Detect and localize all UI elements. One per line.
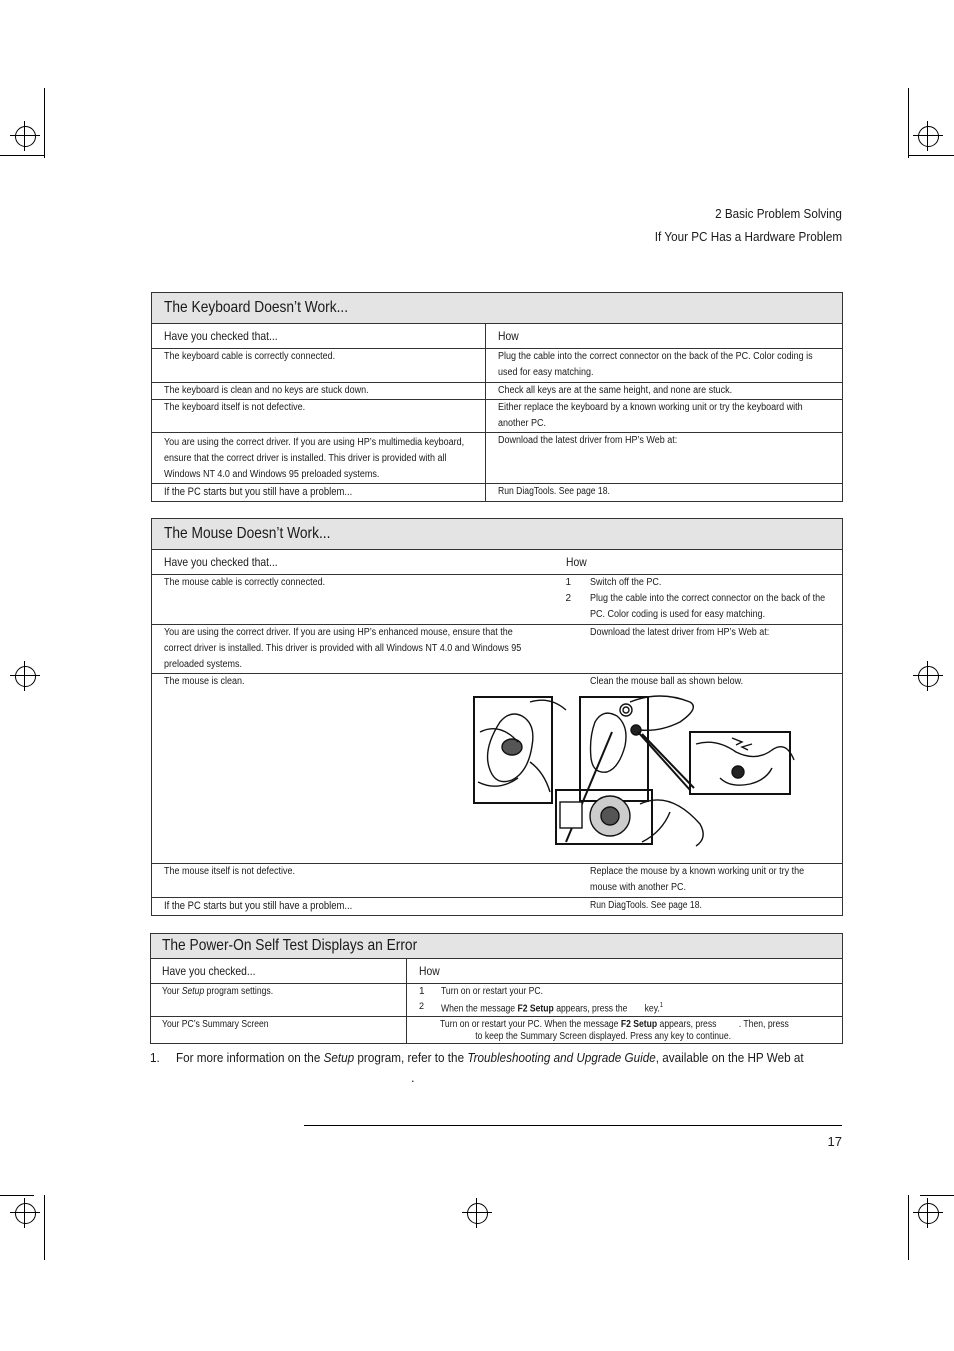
crop-mark (0, 155, 45, 156)
registration-mark (913, 661, 943, 691)
keyboard-how-defective: Either replace the keyboard by a known working unit or try the keyboard with another PC. (498, 402, 803, 429)
section-heading: If Your PC Has a Hardware Problem (654, 229, 842, 244)
post-how-summary-line2: to keep the Summary Screen displayed. Press any key to continue. (475, 1031, 732, 1043)
post-check-setup: Your Setup program settings. (162, 986, 274, 997)
registration-mark (10, 661, 40, 691)
keyboard-last-how: Run DiagTools. See page 18. (498, 486, 610, 497)
mouse-check-driver: You are using the correct driver. If you are using HP’s enhanced mouse, ensure that the correct driver is installed. This driver is provided with all Windows NT 4.0 and Windows 95 preloaded systems. (164, 627, 522, 670)
crop-mark (44, 1195, 45, 1260)
footer-rule (304, 1125, 842, 1126)
post-col-check: Have you checked... (162, 964, 256, 978)
footnote-period: . (411, 1070, 415, 1085)
crop-mark (0, 1195, 34, 1196)
footnote: 1. For more information on the Setup program, refer to the Troubleshooting and Upgrade Guide, available on the HP Web at (150, 1050, 804, 1065)
keyboard-check-clean: The keyboard is clean and no keys are stuck down. (164, 385, 369, 396)
mouse-table-title: The Mouse Doesn’t Work... (164, 525, 331, 542)
registration-mark (913, 121, 943, 151)
keyboard-how-driver: Download the latest driver from HP’s Web at: (498, 435, 678, 446)
keyboard-how-clean: Check all keys are at the same height, and none are stuck. (498, 385, 733, 396)
post-step-1-text: Turn on or restart your PC. (441, 986, 543, 997)
post-check-summary: Your PC’s Summary Screen (162, 1019, 269, 1031)
post-error-table (150, 933, 843, 1044)
mouse-col-check: Have you checked that... (164, 555, 278, 569)
keyboard-check-cable: The keyboard cable is correctly connected. (164, 351, 336, 362)
mouse-cleaning-illustration (470, 692, 800, 852)
keyboard-check-defective: The keyboard itself is not defective. (164, 402, 306, 413)
keyboard-how-cable: Plug the cable into the correct connector on the back of the PC. Color coding is used for easy matching. (498, 351, 813, 378)
mouse-check-cable: The mouse cable is correctly connected. (164, 577, 326, 588)
crop-mark (44, 88, 45, 158)
chapter-heading: 2 Basic Problem Solving (715, 206, 842, 221)
keyboard-table (151, 292, 843, 502)
post-step-2-num: 2 (419, 1001, 425, 1011)
keyboard-col-how: How (498, 329, 519, 343)
registration-mark (913, 1198, 943, 1228)
mouse-step-1-text: Switch off the PC. (589, 577, 661, 588)
mouse-step-1-num: 1 (565, 577, 572, 588)
mouse-step-2-num: 2 (565, 593, 572, 604)
post-table-title: The Power-On Self Test Displays an Error (162, 937, 418, 954)
mouse-how-driver: Download the latest driver from HP’s Web at: (589, 627, 769, 638)
crop-mark (908, 88, 909, 158)
mouse-check-clean: The mouse is clean. (164, 676, 245, 687)
mouse-step-2-text: Plug the cable into the correct connector on the back of the PC. Color coding is used for easy matching. (589, 593, 825, 620)
post-step-2-text: When the message F2 Setup appears, press the key.$^1$ (441, 1002, 664, 1015)
mouse-last-check: If the PC starts but you still have a problem... (164, 900, 353, 912)
crop-mark (908, 1195, 909, 1260)
post-step-1-num: 1 (419, 986, 425, 997)
registration-mark (462, 1198, 492, 1228)
keyboard-table-title: The Keyboard Doesn’t Work... (164, 299, 349, 316)
keyboard-check-driver: You are using the correct driver. If you are using HP’s multimedia keyboard, ensure that the correct driver is installed. This driver is provided with all Windows NT 4.0 and Windows 95 preloaded systems. (164, 437, 465, 480)
page-number: 17 (827, 1134, 842, 1149)
keyboard-col-check: Have you checked that... (164, 329, 278, 343)
mouse-how-clean: Clean the mouse ball as shown below. (589, 676, 743, 687)
post-col-how: How (419, 964, 440, 978)
mouse-check-defective: The mouse itself is not defective. (164, 866, 296, 877)
mouse-how-defective: Replace the mouse by a known working unit or try the mouse with another PC. (589, 866, 804, 893)
keyboard-last-check: If the PC starts but you still have a problem... (164, 486, 353, 498)
post-how-summary-line1: Turn on or restart your PC. When the message F2 Setup appears, press . Then, press (440, 1019, 789, 1031)
mouse-last-how: Run DiagTools. See page 18. (589, 900, 702, 911)
crop-mark (920, 1195, 954, 1196)
registration-mark (10, 121, 40, 151)
registration-mark (10, 1198, 40, 1228)
mouse-col-how: How (565, 555, 587, 569)
crop-mark (909, 155, 954, 156)
